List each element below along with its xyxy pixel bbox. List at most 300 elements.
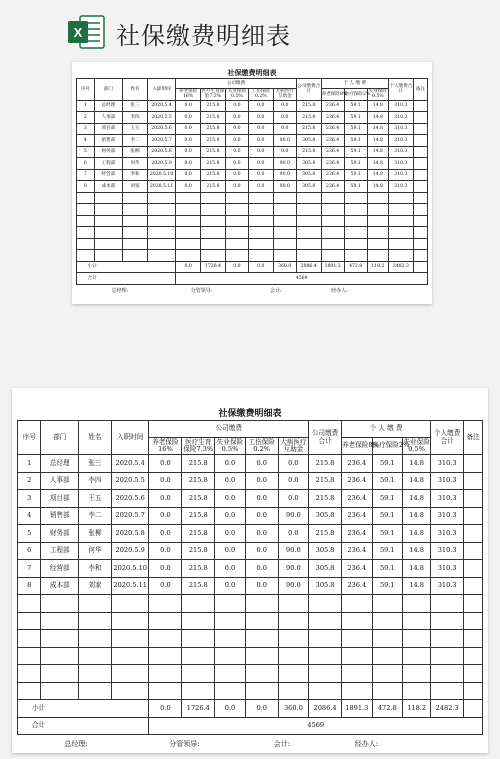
cell-pc: 0.0 [176, 181, 201, 193]
empty-cell [413, 227, 427, 239]
cell-pp: 236.4 [321, 158, 344, 170]
subtotal-uc: 0.0 [225, 261, 248, 273]
empty-cell [225, 238, 248, 250]
cell-pc: 0.0 [149, 455, 182, 473]
cell-dept: 销售部 [41, 507, 79, 525]
subtotal-up: 118.2 [367, 261, 388, 273]
empty-cell [182, 665, 215, 683]
cell-name: 李四 [79, 472, 112, 490]
cell-up: 14.8 [367, 169, 388, 181]
empty-cell [278, 595, 309, 613]
cell-sc: 90.0 [278, 560, 309, 578]
cell-no: 7 [77, 169, 95, 181]
empty-cell [94, 192, 122, 204]
cell-dept: 总经理 [41, 455, 79, 473]
empty-cell [41, 595, 79, 613]
empty-cell [176, 215, 201, 227]
empty-cell [413, 192, 427, 204]
cell-pt: 310.3 [388, 181, 413, 193]
cell-ic: 0.0 [248, 112, 273, 124]
empty-cell [79, 630, 112, 648]
empty-cell [77, 204, 95, 216]
cell-name: 李四 [123, 112, 148, 124]
cell-name: 刘家 [79, 577, 112, 595]
header-no: 序号 [18, 421, 41, 455]
cell-name: 王五 [123, 123, 148, 135]
empty-cell [94, 204, 122, 216]
cell-ct: 305.8 [296, 181, 321, 193]
cell-pp: 236.4 [321, 169, 344, 181]
empty-cell [464, 682, 483, 700]
empty-cell [367, 204, 388, 216]
cell-up: 14.8 [367, 123, 388, 135]
subtotal-ct: 2086.4 [296, 261, 321, 273]
cell-name: 张柳 [79, 525, 112, 543]
cell-no: 6 [18, 542, 41, 560]
total-row [77, 273, 428, 285]
header-unemploy-personal: 失业保险0.5% [368, 89, 387, 100]
empty-cell [94, 215, 122, 227]
cell-mc: 215.8 [182, 455, 215, 473]
cell-pc: 0.0 [176, 135, 201, 147]
empty-cell [309, 630, 342, 648]
cell-up: 14.8 [403, 542, 431, 560]
empty-cell [372, 595, 403, 613]
cell-up: 14.8 [367, 146, 388, 158]
cell-mc: 215.8 [201, 100, 226, 112]
empty-cell [403, 612, 431, 630]
empty-cell [123, 204, 148, 216]
cell-pt: 310.3 [388, 100, 413, 112]
empty-cell [77, 227, 95, 239]
cell-uc: 0.0 [225, 181, 248, 193]
sheet-title: 社保缴费明细表 [218, 409, 282, 419]
cell-date: 2020.5.10 [111, 560, 149, 578]
empty-cell [342, 665, 373, 683]
cell-up: 14.8 [403, 472, 431, 490]
cell-pc: 0.0 [149, 525, 182, 543]
empty-cell [388, 215, 413, 227]
empty-cell [225, 192, 248, 204]
cell-note [413, 169, 427, 181]
empty-cell [225, 215, 248, 227]
header-personal-group: 个 人 缴 费 [321, 79, 388, 89]
cell-no: 8 [77, 181, 95, 193]
cell-sc: 90.0 [273, 135, 296, 147]
header-medical-company: 医疗生育保险7.3% [183, 437, 214, 453]
cell-sc: 0.0 [273, 123, 296, 135]
cell-mc: 215.8 [201, 146, 226, 158]
empty-cell [372, 665, 403, 683]
empty-cell [147, 238, 175, 250]
cell-note [464, 525, 483, 543]
subtotal-mc: 1726.4 [201, 261, 226, 273]
table-row [77, 158, 428, 170]
empty-cell [309, 612, 342, 630]
empty-cell [225, 227, 248, 239]
cell-pt: 310.3 [431, 490, 464, 508]
cell-pc: 0.0 [176, 158, 201, 170]
cell-ct: 215.8 [296, 112, 321, 124]
cell-ct: 305.8 [309, 577, 342, 595]
table-header-row [77, 79, 428, 89]
header-company-group: 公司缴费 [149, 421, 309, 438]
cell-sc: 0.0 [273, 146, 296, 158]
empty-cell [309, 647, 342, 665]
cell-pc: 0.0 [149, 577, 182, 595]
header-injury-company: 工伤保险0.2% [248, 89, 273, 101]
empty-cell [273, 215, 296, 227]
cell-date: 2020.5.7 [111, 507, 149, 525]
empty-cell [296, 204, 321, 216]
empty-cell [176, 192, 201, 204]
cell-ic: 0.0 [245, 577, 278, 595]
cell-name: 张三 [123, 100, 148, 112]
cell-no: 2 [18, 472, 41, 490]
empty-cell [147, 227, 175, 239]
cell-note [413, 112, 427, 124]
cell-date: 2020.5.11 [111, 577, 149, 595]
cell-mc: 215.8 [201, 123, 226, 135]
cell-pp: 236.4 [321, 181, 344, 193]
table-row [77, 135, 428, 147]
empty-cell [273, 192, 296, 204]
empty-cell [79, 682, 112, 700]
table-row [18, 490, 483, 508]
empty-cell [79, 612, 112, 630]
cell-note [413, 181, 427, 193]
empty-cell [201, 227, 226, 239]
cell-pc: 0.0 [149, 560, 182, 578]
cell-sc: 90.0 [278, 542, 309, 560]
empty-cell [245, 595, 278, 613]
cell-pc: 0.0 [149, 507, 182, 525]
cell-note [464, 560, 483, 578]
cell-note [464, 490, 483, 508]
empty-cell [111, 647, 149, 665]
empty-cell [403, 665, 431, 683]
cell-up: 14.8 [403, 560, 431, 578]
cell-name: 何华 [79, 542, 112, 560]
empty-cell [413, 238, 427, 250]
total-row [18, 717, 483, 735]
empty-cell [201, 215, 226, 227]
cell-pc: 0.0 [176, 100, 201, 112]
empty-cell [245, 647, 278, 665]
cell-mc: 215.8 [182, 507, 215, 525]
empty-row [77, 227, 428, 239]
table-header-row [18, 421, 483, 438]
cell-ic: 0.0 [245, 490, 278, 508]
sheet-preview-large [12, 388, 488, 753]
cell-date: 2020.5.11 [147, 181, 175, 193]
cell-mc: 215.8 [201, 112, 226, 124]
cell-name: 李和 [123, 169, 148, 181]
social-security-table [17, 420, 483, 735]
empty-row [18, 682, 483, 700]
empty-cell [176, 227, 201, 239]
table-row [18, 455, 483, 473]
empty-cell [215, 595, 246, 613]
cell-up: 14.8 [403, 525, 431, 543]
cell-ic: 0.0 [245, 472, 278, 490]
table-row [77, 169, 428, 181]
cell-name: 刘家 [123, 181, 148, 193]
cell-uc: 0.0 [225, 100, 248, 112]
cell-ct: 305.8 [309, 542, 342, 560]
cell-note [464, 577, 483, 595]
cell-uc: 0.0 [225, 169, 248, 181]
header-medical-personal: 医疗保险2% [344, 89, 367, 101]
cell-uc: 0.0 [215, 455, 246, 473]
empty-row [77, 204, 428, 216]
cell-mc: 215.8 [182, 542, 215, 560]
cell-note [413, 123, 427, 135]
empty-cell [182, 682, 215, 700]
cell-ct: 305.8 [309, 560, 342, 578]
cell-sc: 0.0 [273, 112, 296, 124]
empty-cell [431, 647, 464, 665]
empty-cell [344, 215, 367, 227]
header-dept: 部门 [94, 79, 122, 101]
cell-mp: 59.1 [372, 455, 403, 473]
cell-uc: 0.0 [225, 158, 248, 170]
cell-name: 王五 [79, 490, 112, 508]
empty-cell [77, 215, 95, 227]
cell-pp: 236.4 [321, 112, 344, 124]
cell-date: 2020.5.8 [147, 146, 175, 158]
cell-dept: 工程部 [94, 158, 122, 170]
cell-pt: 310.3 [431, 455, 464, 473]
cell-sc: 90.0 [278, 507, 309, 525]
svg-text:X: X [73, 25, 83, 40]
empty-cell [321, 192, 344, 204]
cell-no: 7 [18, 560, 41, 578]
empty-cell [248, 215, 273, 227]
cell-ct: 215.8 [296, 123, 321, 135]
empty-cell [278, 612, 309, 630]
cell-name: 李和 [79, 560, 112, 578]
empty-cell [309, 595, 342, 613]
signature-gm: 总经理: [111, 287, 129, 294]
cell-ic: 0.0 [248, 135, 273, 147]
empty-cell [79, 665, 112, 683]
empty-cell [248, 238, 273, 250]
empty-cell [321, 227, 344, 239]
cell-ct: 215.8 [309, 490, 342, 508]
empty-cell [18, 630, 41, 648]
total-label: 合计 [77, 273, 176, 285]
empty-row [18, 647, 483, 665]
cell-mc: 215.8 [201, 169, 226, 181]
empty-cell [176, 238, 201, 250]
signature-handler: 经办人: [354, 740, 379, 748]
cell-sc: 90.0 [273, 158, 296, 170]
empty-cell [309, 665, 342, 683]
cell-pt: 310.3 [431, 577, 464, 595]
cell-name: 李二 [79, 507, 112, 525]
cell-dept: 项目部 [41, 490, 79, 508]
cell-pp: 236.4 [342, 472, 373, 490]
cell-date: 2020.5.5 [111, 472, 149, 490]
empty-cell [94, 238, 122, 250]
empty-cell [296, 238, 321, 250]
page-title: 社保缴费明细表 [116, 22, 291, 50]
empty-cell [344, 238, 367, 250]
cell-mc: 215.8 [182, 490, 215, 508]
total-value: 4569 [149, 717, 483, 735]
empty-cell [77, 238, 95, 250]
cell-dept: 财务部 [94, 146, 122, 158]
cell-mp: 59.1 [372, 577, 403, 595]
empty-cell [403, 630, 431, 648]
empty-cell [342, 647, 373, 665]
subtotal-pp: 1891.3 [342, 700, 373, 718]
empty-cell [147, 215, 175, 227]
cell-mc: 215.8 [182, 472, 215, 490]
cell-note [413, 100, 427, 112]
subtotal-ic: 0.0 [248, 261, 273, 273]
cell-ic: 0.0 [245, 507, 278, 525]
empty-cell [248, 192, 273, 204]
cell-up: 14.8 [367, 181, 388, 193]
cell-up: 14.8 [403, 455, 431, 473]
cell-ct: 215.8 [296, 146, 321, 158]
empty-cell [431, 665, 464, 683]
empty-cell [215, 612, 246, 630]
cell-uc: 0.0 [215, 525, 246, 543]
empty-cell [278, 647, 309, 665]
empty-cell [464, 665, 483, 683]
cell-mc: 215.8 [201, 135, 226, 147]
cell-mp: 59.1 [344, 169, 367, 181]
cell-ic: 0.0 [248, 181, 273, 193]
empty-cell [41, 665, 79, 683]
cell-date: 2020.5.10 [147, 169, 175, 181]
empty-cell [176, 250, 201, 262]
cell-dept: 成本部 [94, 181, 122, 193]
empty-cell [464, 612, 483, 630]
signature-gm: 总经理: [64, 740, 88, 748]
empty-cell [201, 204, 226, 216]
empty-cell [309, 682, 342, 700]
header-no: 序号 [77, 79, 95, 101]
cell-up: 14.8 [403, 507, 431, 525]
header-personal-total: 个人缴费合计 [388, 79, 413, 101]
cell-uc: 0.0 [225, 146, 248, 158]
cell-pt: 310.3 [388, 158, 413, 170]
cell-uc: 0.0 [215, 560, 246, 578]
table-row [18, 472, 483, 490]
cell-mp: 59.1 [372, 560, 403, 578]
empty-cell [111, 665, 149, 683]
cell-pt: 310.3 [431, 525, 464, 543]
empty-cell [18, 595, 41, 613]
subtotal-pc: 0.0 [176, 261, 201, 273]
cell-sc: 90.0 [273, 181, 296, 193]
empty-cell [245, 612, 278, 630]
empty-cell [149, 630, 182, 648]
cell-sc: 0.0 [278, 525, 309, 543]
cell-name: 张三 [79, 455, 112, 473]
table-row [18, 507, 483, 525]
empty-cell [278, 682, 309, 700]
empty-cell [111, 682, 149, 700]
table-row [18, 542, 483, 560]
empty-cell [123, 238, 148, 250]
empty-cell [372, 630, 403, 648]
cell-sc: 0.0 [278, 490, 309, 508]
header-pension-personal: 养老保险8% [321, 89, 344, 101]
empty-cell [41, 612, 79, 630]
empty-cell [403, 647, 431, 665]
empty-cell [225, 204, 248, 216]
empty-row [77, 238, 428, 250]
excel-icon [66, 12, 106, 52]
cell-pt: 310.3 [388, 123, 413, 135]
cell-pc: 0.0 [149, 472, 182, 490]
empty-cell [296, 227, 321, 239]
cell-pt: 310.3 [431, 472, 464, 490]
cell-date: 2020.5.5 [147, 112, 175, 124]
empty-cell [18, 665, 41, 683]
empty-cell [111, 612, 149, 630]
empty-cell [321, 204, 344, 216]
empty-cell [431, 630, 464, 648]
empty-cell [367, 238, 388, 250]
header-medical-personal: 医疗保险2% [372, 438, 403, 455]
empty-cell [388, 204, 413, 216]
empty-cell [273, 227, 296, 239]
header-note: 备注 [464, 421, 483, 455]
empty-cell [431, 612, 464, 630]
cell-mc: 215.8 [182, 525, 215, 543]
cell-ct: 305.8 [296, 135, 321, 147]
empty-cell [182, 647, 215, 665]
empty-cell [77, 250, 95, 262]
cell-name: 李二 [123, 135, 148, 147]
cell-no: 3 [18, 490, 41, 508]
header-unemploy-personal: 失业保险0.5% [403, 437, 430, 453]
cell-note [464, 542, 483, 560]
cell-ct: 305.8 [309, 507, 342, 525]
subtotal-pc: 0.0 [149, 700, 182, 718]
cell-up: 14.8 [367, 100, 388, 112]
empty-cell [149, 595, 182, 613]
empty-cell [248, 204, 273, 216]
cell-sc: 90.0 [273, 169, 296, 181]
cell-mp: 59.1 [344, 146, 367, 158]
subtotal-mc: 1726.4 [182, 700, 215, 718]
cell-pc: 0.0 [176, 123, 201, 135]
cell-mp: 59.1 [344, 123, 367, 135]
cell-ic: 0.0 [248, 146, 273, 158]
subtotal-row [77, 261, 428, 273]
empty-cell [245, 682, 278, 700]
cell-pp: 236.4 [321, 146, 344, 158]
empty-cell [342, 595, 373, 613]
cell-up: 14.8 [367, 135, 388, 147]
header-pension-company: 养老保险16% [149, 438, 182, 455]
signature-handler: 经办人: [331, 287, 348, 294]
table-row [77, 112, 428, 124]
cell-pp: 236.4 [342, 525, 373, 543]
empty-cell [372, 682, 403, 700]
subtotal-pt: 2482.3 [388, 261, 413, 273]
cell-pt: 310.3 [388, 169, 413, 181]
empty-cell [248, 250, 273, 262]
cell-no: 4 [77, 135, 95, 147]
